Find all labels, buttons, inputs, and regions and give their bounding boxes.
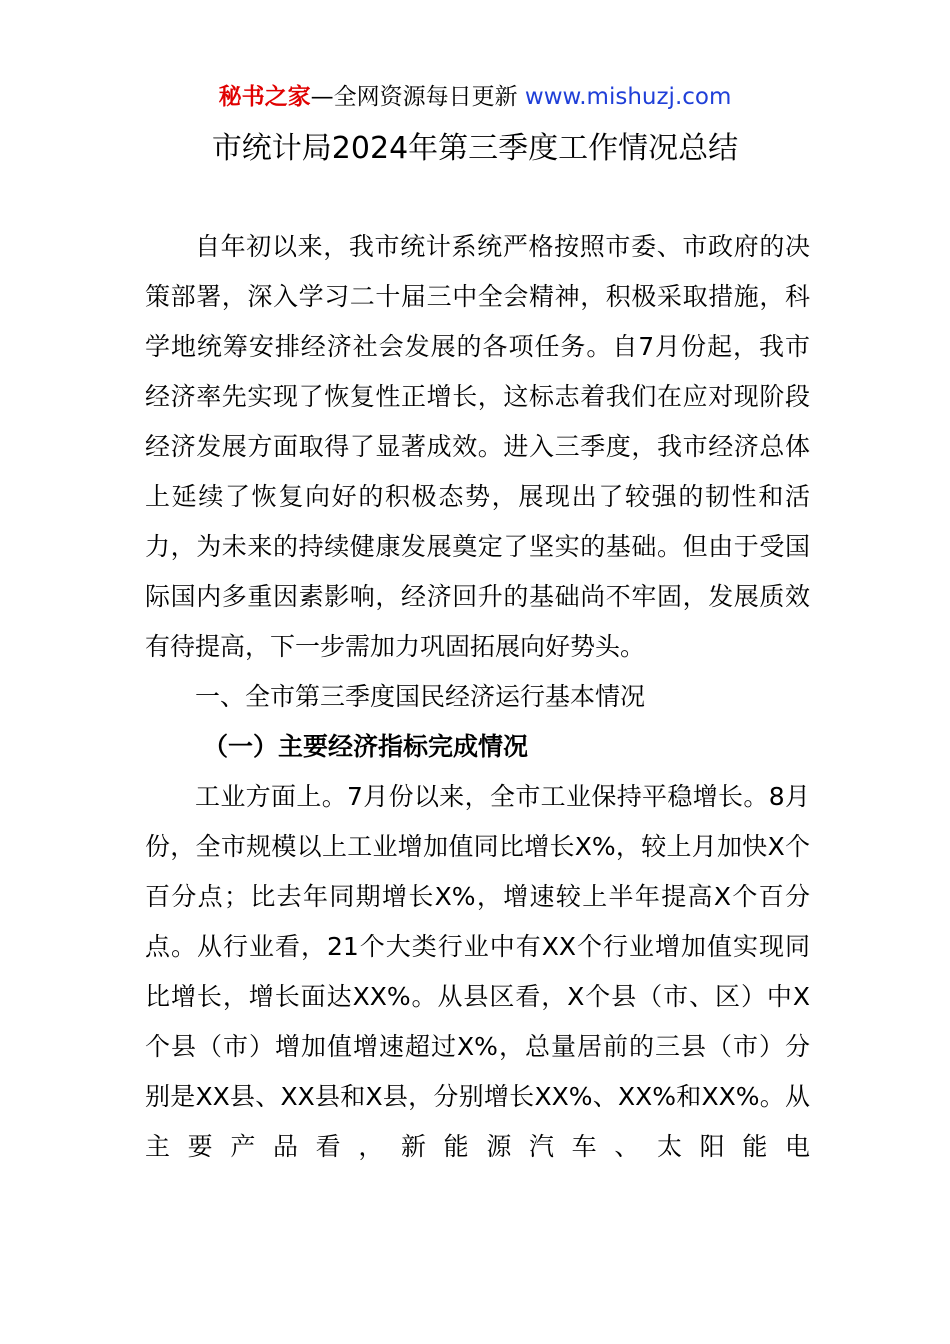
industry-paragraph: 工业方面上。7月份以来，全市工业保持平稳增长。8月份，全市规模以上工业增加值同比增长X%，较上月加快X个百分点；比去年同期增长X%，增速较上半年提高X个百分点。从行业看，21个大类行业中有XX个行业增加值实现同比增长，增长面达XX%。从县区看，X个县（市、区）中X个县（市）增加值增速超过X%，总量居前的三县（市）分别是XX县、XX县和X县，分别增长XX%、XX%和XX%。从主要产品看，新能源汽车、太阳能电 — [145, 782, 810, 1161]
site-tagline: —全网资源每日更新 — [310, 84, 525, 110]
section-heading: 一、全市第三季度国民经济运行基本情况 — [195, 682, 646, 711]
document-title: 市统计局2024年第三季度工作情况总结 — [211, 131, 739, 166]
site-banner — [0, 80, 950, 114]
intro-paragraph: 自年初以来，我市统计系统严格按照市委、市政府的决策部署，深入学习二十届三中全会精神，积极采取措施，科学地统筹安排经济社会发展的各项任务。自7月份起，我市经济率先实现了恢复性正增长，这标志着我们在应对现阶段经济发展方面取得了显著成效。进入三季度，我市经济总体上延续了恢复向好的积极态势，展现出了较强的韧性和活力，为未来的持续健康发展奠定了坚实的基础。但由于受国际国内多重因素影响，经济回升的基础尚不牢固，发展质效有待提高，下一步需加力巩固拓展向好势头。 — [145, 232, 810, 661]
site-url[interactable]: www.mishuzj.com — [524, 84, 732, 110]
site-brand: 秘书之家 — [218, 84, 311, 110]
document-body — [145, 222, 810, 1172]
subsection-heading: （一）主要经济指标完成情况 — [203, 732, 529, 761]
